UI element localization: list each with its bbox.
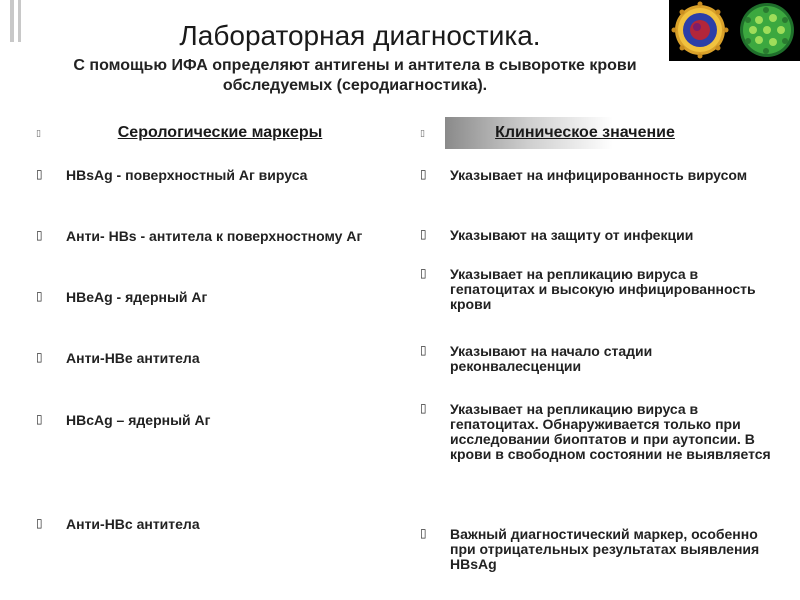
square-bullet-icon: ▯ <box>420 343 427 357</box>
clinical-item: Важный диагностический маркер, особенно при отрицательных результатах выявления HBsAg <box>450 526 760 572</box>
left-column-header: Серологические маркеры <box>117 124 323 141</box>
virus-image <box>669 0 800 61</box>
marker-item: HBsAg - поверхностный Аг вируса <box>66 167 308 183</box>
square-bullet-icon: ▯ <box>36 350 43 364</box>
right-column-header: Клиническое значение <box>495 124 675 141</box>
square-bullet-icon: ▯ <box>36 128 41 138</box>
square-bullet-icon: ▯ <box>36 289 43 303</box>
slide-title: Лабораторная диагностика. <box>179 20 541 51</box>
square-bullet-icon: ▯ <box>420 167 427 181</box>
square-bullet-icon: ▯ <box>36 412 43 426</box>
marker-item: HBcAg – ядерный Аг <box>66 412 211 428</box>
square-bullet-icon: ▯ <box>420 227 427 241</box>
square-bullet-icon: ▯ <box>420 128 425 138</box>
clinical-item: Указывает на репликацию вируса в гепатоцитах и высокую инфицированность крови <box>450 266 756 312</box>
square-bullet-icon: ▯ <box>36 167 43 181</box>
clinical-item: Указывают на защиту от инфекции <box>450 227 694 243</box>
virus-particle-right-icon <box>740 3 794 57</box>
slide-subtitle: С помощью ИФА определяют антигены и антитела в сыворотке крови обследуемых (серодиагностика). <box>73 57 637 94</box>
clinical-item: Указывает на репликацию вируса в гепатоцитах. Обнаруживается только при исследовании биоптатов и при аутопсии. В крови в свободном состоянии не выявляется <box>450 401 771 462</box>
square-bullet-icon: ▯ <box>36 228 43 242</box>
square-bullet-icon: ▯ <box>420 526 427 540</box>
marker-item: Анти- HBs - антитела к поверхностному Аг <box>66 228 363 244</box>
marker-item: HBeAg - ядерный Аг <box>66 289 208 305</box>
square-bullet-icon: ▯ <box>36 516 43 530</box>
square-bullet-icon: ▯ <box>420 266 427 280</box>
marker-item: Анти-HBc антитела <box>66 516 200 532</box>
clinical-item: Указывают на начало стадии реконвалесценции <box>450 343 653 374</box>
square-bullet-icon: ▯ <box>420 401 427 415</box>
marker-item: Анти-HBe антитела <box>66 350 200 366</box>
clinical-item: Указывает на инфицированность вирусом <box>450 167 748 183</box>
